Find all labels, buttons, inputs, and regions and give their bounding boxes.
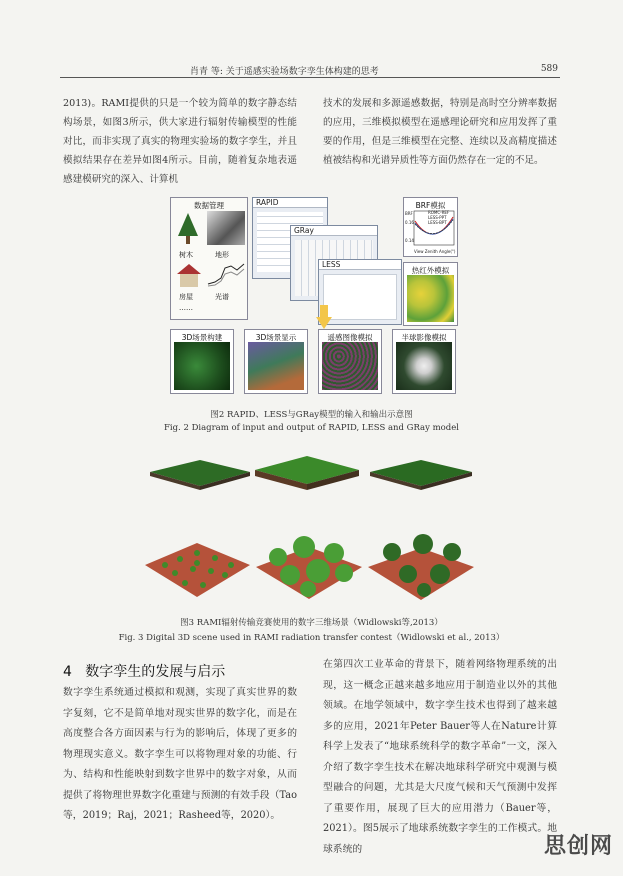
panel-rs-image-sim-title: 遥感图像模拟	[327, 333, 373, 342]
body-text-right-bottom: 在第四次工业革命的背景下，随着网络物理系统的出现，这一概念正越来越多地应用于制造业以外的其他领域。在地学领域中，数字孪生技术也得到了越来越多的应用，2021年Peter Bauer等人在Nature计算科学上发表了“地球系统科学的数字革命”一文，深入介绍了数字孪生技术在解决地球科学研究中观测与模型融合的问题，尤其是大尺度气候和天气预测中发挥了重要作用，展现了巨大的应用潜力（Bauer等，2021）。图5展示了地球系统数字孪生的工作模式。地球系统的	[323, 659, 557, 855]
tree-icon	[175, 212, 201, 246]
spectrum-label: 光谱	[215, 293, 229, 301]
figure-3-caption-cn: 图3 RAMI辐射传输竞赛使用的数字三维场景（Widlowski等,2013）	[180, 618, 443, 628]
terrain-image	[207, 211, 245, 245]
panel-rs-image-sim	[318, 329, 382, 394]
tree-label: 树木	[179, 251, 193, 259]
brf-ytick-2: 0.14	[405, 238, 414, 243]
panel-3d-scene-display	[244, 329, 308, 394]
brf-title: BRF模拟	[415, 201, 446, 210]
more-items: ……	[179, 304, 193, 312]
terrain-label: 地形	[215, 251, 229, 259]
rami-scene-1	[150, 450, 250, 490]
panel-3d-scene-display-title: 3D场景显示	[255, 333, 297, 342]
data-management-panel	[170, 197, 248, 320]
brf-ylabel: BRF	[405, 211, 413, 216]
figure-2	[170, 192, 458, 404]
less-window-title: LESS	[319, 260, 401, 270]
panel-hemispherical-sim	[392, 329, 456, 394]
body-text-left-bottom: 数字孪生系统通过模拟和观测，实现了真实世界的数字复刻，它不是简单地对现实世界的数字化，而是在高度整合各方面因素与行为的影响后，体现了更多的物理现实意义。数字孪生可以将物理对象的功能、行为、结构和性能映射到数字世界中的数字对象，从而提供了将物理世界数字化重建与预测的有效手段（Tao等，2019；Raj，2021；Rasheed等，2020）。	[63, 687, 297, 821]
rami-scene-4	[145, 525, 250, 600]
figure-2-caption-en: Fig. 2 Diagram of input and output of RAPID, LESS and GRay model	[164, 423, 459, 433]
brf-legend-less-bpt: LESS-BPT	[428, 220, 447, 225]
body-text-left-top: 2013)。RAMI提供的只是一个较为简单的数字静态结构场景，如图3所示，供大家进行辐射传输模型的性能对比，而非实现了真实的物理实验场的数字孪生，并且模拟结果存在差异如图4所示。目前，随着复杂地表遥感建模研究的深入、计算机	[63, 98, 297, 185]
rami-scene-3	[370, 450, 472, 490]
brf-xlabel: View Zenith Angle(°)	[414, 249, 456, 254]
thermal-panel	[403, 262, 458, 326]
gray-window-title: GRay	[291, 226, 377, 236]
section-heading	[63, 661, 225, 681]
thermal-map	[407, 275, 454, 322]
brf-panel	[403, 197, 458, 257]
panel-3d-scene-build-title: 3D场景构建	[181, 333, 223, 342]
figure-2-caption-cn: 图2 RAPID、LESS与GRay模型的输入和输出示意图	[210, 410, 413, 420]
house-icon	[175, 262, 203, 288]
panel-hemispherical-sim-title: 半球影像模拟	[401, 333, 447, 342]
house-label: 房屋	[179, 293, 193, 301]
figure-3-caption-en: Fig. 3 Digital 3D scene used in RAMI radiation transfer contest（Widlowski et al., 2013）	[118, 633, 505, 643]
data-management-title: 数据管理	[194, 201, 224, 210]
brf-legend-romc: ROMC-REF	[428, 210, 450, 215]
rapid-window-title: RAPID	[253, 198, 327, 208]
spectrum-icon	[207, 260, 245, 288]
page-number: 589	[540, 64, 558, 74]
site-watermark: 思创网	[543, 834, 613, 859]
section-title: 数字孪生的发展与启示	[85, 664, 226, 680]
section-number: 4	[63, 664, 72, 680]
running-header	[60, 62, 560, 78]
running-title: 肖青 等: 关于遥感实验场数字孪生体构建的思考	[190, 67, 379, 77]
thermal-title: 热红外模拟	[411, 266, 450, 275]
brf-ytick-1: 0.16	[405, 220, 414, 225]
rami-scene-2	[255, 448, 359, 490]
panel-3d-scene-build	[170, 329, 234, 394]
body-text-right-top: 技术的发展和多源遥感数据，特别是高时空分辨率数据的应用，三维模拟模型在遥感理论研究和应用发挥了重要的作用，但是三维模型在完整、连续以及高精度描述植被结构和光谱异质性等方面仍然存在一定的不足。	[323, 98, 557, 166]
down-arrow-icon	[316, 305, 332, 329]
rami-scene-6	[368, 522, 474, 602]
brf-legend-less-ppt: LESS-PPT	[428, 215, 447, 220]
rami-scene-5	[256, 517, 362, 602]
